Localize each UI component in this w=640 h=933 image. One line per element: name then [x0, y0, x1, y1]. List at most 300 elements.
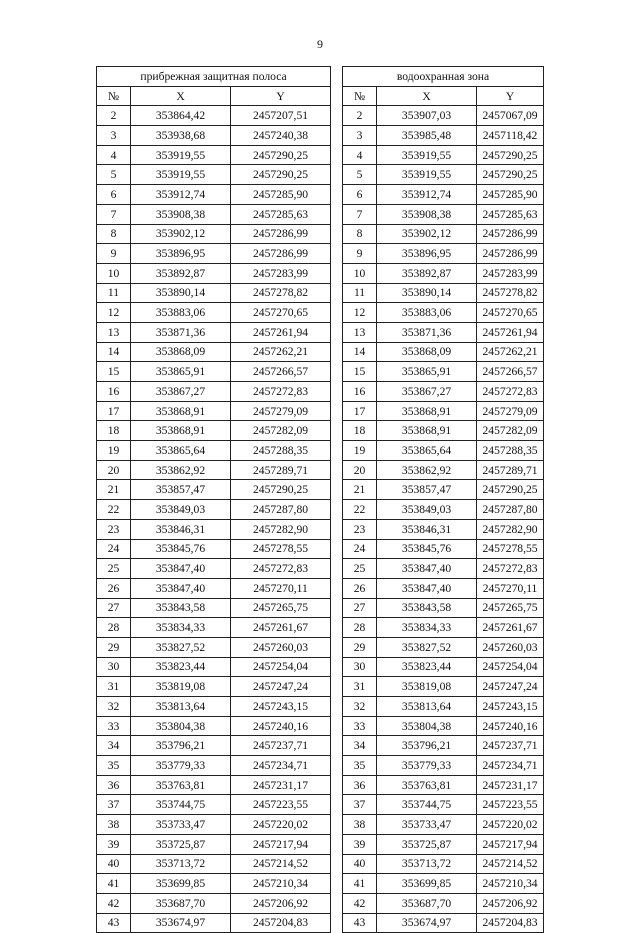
table-row	[97, 460, 544, 480]
right-cell-y: 2457265,75	[477, 598, 544, 618]
left-cell-number: 21	[97, 480, 131, 500]
right-cell-x: 353985,48	[377, 126, 477, 146]
table-row	[97, 421, 544, 441]
right-cell-number: 3	[343, 126, 377, 146]
right-cell-y: 2457289,71	[477, 460, 544, 480]
right-cell-number: 32	[343, 697, 377, 717]
right-cell-y: 2457234,71	[477, 756, 544, 776]
left-cell-number: 9	[97, 244, 131, 264]
right-cell-x: 353868,91	[377, 421, 477, 441]
left-cell-x: 353804,38	[131, 716, 231, 736]
left-cell-y: 2457286,99	[231, 224, 331, 244]
left-cell-number: 3	[97, 126, 131, 146]
group-title-row	[97, 67, 544, 87]
right-cell-number: 16	[343, 382, 377, 402]
column-gap	[331, 145, 343, 165]
right-cell-y: 2457283,99	[477, 263, 544, 283]
left-cell-x: 353890,14	[131, 283, 231, 303]
left-cell-y: 2457285,90	[231, 185, 331, 205]
left-cell-y: 2457237,71	[231, 736, 331, 756]
left-cell-number: 37	[97, 795, 131, 815]
left-cell-number: 35	[97, 756, 131, 776]
column-gap	[331, 756, 343, 776]
left-cell-y: 2457282,90	[231, 519, 331, 539]
left-cell-x: 353846,31	[131, 519, 231, 539]
table-row	[97, 716, 544, 736]
left-cell-y: 2457270,65	[231, 303, 331, 323]
right-cell-y: 2457240,16	[477, 716, 544, 736]
table-row	[97, 204, 544, 224]
right-cell-x: 353834,33	[377, 618, 477, 638]
table-row	[97, 382, 544, 402]
table-row	[97, 283, 544, 303]
right-cell-y: 2457286,99	[477, 244, 544, 264]
right-cell-x: 353896,95	[377, 244, 477, 264]
right-cell-y: 2457266,57	[477, 362, 544, 382]
right-cell-y: 2457272,83	[477, 559, 544, 579]
table-row	[97, 106, 544, 126]
right-cell-number: 14	[343, 342, 377, 362]
column-gap	[331, 697, 343, 717]
right-cell-y: 2457223,55	[477, 795, 544, 815]
table-row	[97, 637, 544, 657]
left-cell-number: 38	[97, 815, 131, 835]
right-cell-x: 353892,87	[377, 263, 477, 283]
left-cell-y: 2457270,11	[231, 578, 331, 598]
left-cell-x: 353865,64	[131, 441, 231, 461]
left-cell-x: 353849,03	[131, 500, 231, 520]
left-cell-number: 33	[97, 716, 131, 736]
right-cell-x: 353813,64	[377, 697, 477, 717]
right-cell-number: 43	[343, 913, 377, 933]
left-cell-number: 25	[97, 559, 131, 579]
column-gap	[331, 657, 343, 677]
left-cell-y: 2457265,75	[231, 598, 331, 618]
right-cell-y: 2457231,17	[477, 775, 544, 795]
left-cell-x: 353779,33	[131, 756, 231, 776]
column-gap	[331, 854, 343, 874]
right-cell-number: 2	[343, 106, 377, 126]
left-cell-x: 353868,91	[131, 401, 231, 421]
left-cell-number: 18	[97, 421, 131, 441]
left-cell-y: 2457247,24	[231, 677, 331, 697]
column-gap	[331, 421, 343, 441]
left-cell-x: 353896,95	[131, 244, 231, 264]
right-cell-x: 353849,03	[377, 500, 477, 520]
right-cell-y: 2457287,80	[477, 500, 544, 520]
left-cell-x: 353919,55	[131, 145, 231, 165]
right-cell-y: 2457243,15	[477, 697, 544, 717]
right-cell-y: 2457237,71	[477, 736, 544, 756]
left-cell-number: 14	[97, 342, 131, 362]
left-cell-x: 353908,38	[131, 204, 231, 224]
right-cell-number: 38	[343, 815, 377, 835]
column-gap	[331, 893, 343, 913]
right-cell-y: 2457279,09	[477, 401, 544, 421]
right-cell-number: 36	[343, 775, 377, 795]
left-cell-x: 353796,21	[131, 736, 231, 756]
left-cell-number: 23	[97, 519, 131, 539]
left-group-title: прибрежная защитная полоса	[97, 67, 331, 87]
column-gap	[331, 185, 343, 205]
right-cell-number: 8	[343, 224, 377, 244]
right-cell-y: 2457206,92	[477, 893, 544, 913]
column-gap	[331, 401, 343, 421]
right-cell-number: 25	[343, 559, 377, 579]
table-row	[97, 854, 544, 874]
left-cell-y: 2457231,17	[231, 775, 331, 795]
coordinates-table-body	[97, 67, 544, 933]
right-cell-number: 39	[343, 834, 377, 854]
right-cell-x: 353843,58	[377, 598, 477, 618]
left-cell-number: 29	[97, 637, 131, 657]
right-cell-y: 2457290,25	[477, 165, 544, 185]
table-row	[97, 913, 544, 933]
right-cell-x: 353883,06	[377, 303, 477, 323]
left-cell-y: 2457278,82	[231, 283, 331, 303]
column-gap	[331, 598, 343, 618]
right-cell-x: 353865,64	[377, 441, 477, 461]
right-cell-number: 10	[343, 263, 377, 283]
right-cell-x: 353823,44	[377, 657, 477, 677]
right-cell-number: 24	[343, 539, 377, 559]
left-cell-x: 353868,91	[131, 421, 231, 441]
left-cell-x: 353883,06	[131, 303, 231, 323]
right-cell-number: 6	[343, 185, 377, 205]
table-row	[97, 362, 544, 382]
column-gap	[331, 362, 343, 382]
table-row	[97, 185, 544, 205]
left-header-number: №	[97, 86, 131, 106]
right-cell-y: 2457067,09	[477, 106, 544, 126]
table-row	[97, 834, 544, 854]
left-cell-y: 2457220,02	[231, 815, 331, 835]
left-cell-x: 353813,64	[131, 697, 231, 717]
coordinates-table	[96, 66, 544, 933]
right-cell-y: 2457288,35	[477, 441, 544, 461]
table-row	[97, 578, 544, 598]
left-header-x: X	[131, 86, 231, 106]
left-cell-x: 353912,74	[131, 185, 231, 205]
column-gap	[331, 244, 343, 264]
left-cell-y: 2457279,09	[231, 401, 331, 421]
left-cell-number: 42	[97, 893, 131, 913]
right-cell-x: 353845,76	[377, 539, 477, 559]
left-cell-y: 2457272,83	[231, 559, 331, 579]
right-cell-y: 2457261,94	[477, 322, 544, 342]
table-row	[97, 480, 544, 500]
left-cell-y: 2457217,94	[231, 834, 331, 854]
right-cell-number: 17	[343, 401, 377, 421]
column-gap	[331, 322, 343, 342]
right-cell-number: 4	[343, 145, 377, 165]
right-cell-y: 2457270,11	[477, 578, 544, 598]
table-row	[97, 736, 544, 756]
right-cell-x: 353779,33	[377, 756, 477, 776]
right-cell-number: 33	[343, 716, 377, 736]
right-cell-x: 353674,97	[377, 913, 477, 933]
table-row	[97, 224, 544, 244]
table-row	[97, 342, 544, 362]
right-cell-x: 353907,03	[377, 106, 477, 126]
left-cell-number: 28	[97, 618, 131, 638]
left-cell-number: 34	[97, 736, 131, 756]
table-row	[97, 893, 544, 913]
left-cell-number: 16	[97, 382, 131, 402]
column-gap	[331, 480, 343, 500]
left-cell-y: 2457262,21	[231, 342, 331, 362]
column-gap	[331, 204, 343, 224]
left-cell-y: 2457223,55	[231, 795, 331, 815]
column-header-row	[97, 86, 544, 106]
right-cell-number: 19	[343, 441, 377, 461]
left-cell-x: 353687,70	[131, 893, 231, 913]
right-cell-x: 353908,38	[377, 204, 477, 224]
right-header-number: №	[343, 86, 377, 106]
right-cell-number: 22	[343, 500, 377, 520]
left-cell-y: 2457278,55	[231, 539, 331, 559]
right-cell-number: 18	[343, 421, 377, 441]
left-cell-x: 353902,12	[131, 224, 231, 244]
table-row	[97, 441, 544, 461]
left-cell-x: 353847,40	[131, 559, 231, 579]
right-cell-number: 20	[343, 460, 377, 480]
column-gap	[331, 519, 343, 539]
column-gap	[331, 86, 343, 106]
table-row	[97, 401, 544, 421]
left-cell-y: 2457261,94	[231, 322, 331, 342]
right-cell-x: 353867,27	[377, 382, 477, 402]
right-cell-number: 23	[343, 519, 377, 539]
left-cell-x: 353868,09	[131, 342, 231, 362]
left-cell-x: 353857,47	[131, 480, 231, 500]
column-gap	[331, 637, 343, 657]
right-cell-y: 2457214,52	[477, 854, 544, 874]
left-cell-x: 353867,27	[131, 382, 231, 402]
right-cell-x: 353819,08	[377, 677, 477, 697]
left-cell-x: 353862,92	[131, 460, 231, 480]
left-cell-number: 41	[97, 874, 131, 894]
right-cell-y: 2457270,65	[477, 303, 544, 323]
table-row	[97, 775, 544, 795]
right-cell-y: 2457254,04	[477, 657, 544, 677]
table-row	[97, 559, 544, 579]
right-cell-number: 42	[343, 893, 377, 913]
left-cell-number: 30	[97, 657, 131, 677]
left-cell-number: 32	[97, 697, 131, 717]
right-cell-x: 353871,36	[377, 322, 477, 342]
right-cell-y: 2457290,25	[477, 480, 544, 500]
left-cell-y: 2457207,51	[231, 106, 331, 126]
right-cell-y: 2457204,83	[477, 913, 544, 933]
left-cell-y: 2457286,99	[231, 244, 331, 264]
left-cell-number: 39	[97, 834, 131, 854]
right-cell-number: 41	[343, 874, 377, 894]
right-cell-number: 12	[343, 303, 377, 323]
right-cell-number: 34	[343, 736, 377, 756]
left-cell-x: 353763,81	[131, 775, 231, 795]
table-row	[97, 126, 544, 146]
right-cell-x: 353847,40	[377, 578, 477, 598]
table-row	[97, 795, 544, 815]
right-cell-y: 2457247,24	[477, 677, 544, 697]
column-gap	[331, 834, 343, 854]
left-cell-x: 353699,85	[131, 874, 231, 894]
left-cell-y: 2457240,38	[231, 126, 331, 146]
left-cell-y: 2457289,71	[231, 460, 331, 480]
right-cell-x: 353912,74	[377, 185, 477, 205]
left-cell-number: 20	[97, 460, 131, 480]
right-cell-y: 2457261,67	[477, 618, 544, 638]
right-cell-x: 353804,38	[377, 716, 477, 736]
column-gap	[331, 559, 343, 579]
right-cell-y: 2457278,82	[477, 283, 544, 303]
left-cell-y: 2457204,83	[231, 913, 331, 933]
left-cell-y: 2457206,92	[231, 893, 331, 913]
left-header-y: Y	[231, 86, 331, 106]
right-cell-number: 28	[343, 618, 377, 638]
column-gap	[331, 126, 343, 146]
right-cell-x: 353919,55	[377, 165, 477, 185]
table-row	[97, 500, 544, 520]
table-row	[97, 677, 544, 697]
right-cell-number: 21	[343, 480, 377, 500]
left-cell-x: 353725,87	[131, 834, 231, 854]
left-cell-x: 353892,87	[131, 263, 231, 283]
right-cell-y: 2457217,94	[477, 834, 544, 854]
left-cell-x: 353827,52	[131, 637, 231, 657]
right-cell-number: 26	[343, 578, 377, 598]
left-cell-number: 17	[97, 401, 131, 421]
right-header-y: Y	[477, 86, 544, 106]
left-cell-x: 353834,33	[131, 618, 231, 638]
page-number: 9	[317, 37, 323, 51]
right-cell-number: 29	[343, 637, 377, 657]
right-cell-x: 353827,52	[377, 637, 477, 657]
table-row	[97, 756, 544, 776]
left-cell-x: 353845,76	[131, 539, 231, 559]
table-row	[97, 874, 544, 894]
column-gap	[331, 539, 343, 559]
right-cell-x: 353744,75	[377, 795, 477, 815]
right-cell-number: 27	[343, 598, 377, 618]
left-cell-y: 2457254,04	[231, 657, 331, 677]
table-row	[97, 244, 544, 264]
left-cell-x: 353674,97	[131, 913, 231, 933]
left-cell-number: 36	[97, 775, 131, 795]
left-cell-x: 353744,75	[131, 795, 231, 815]
left-cell-number: 12	[97, 303, 131, 323]
left-cell-x: 353938,68	[131, 126, 231, 146]
right-cell-x: 353733,47	[377, 815, 477, 835]
table-row	[97, 519, 544, 539]
table-row	[97, 657, 544, 677]
column-gap	[331, 263, 343, 283]
right-cell-x: 353902,12	[377, 224, 477, 244]
left-cell-number: 10	[97, 263, 131, 283]
right-cell-number: 15	[343, 362, 377, 382]
column-gap	[331, 67, 343, 87]
right-cell-y: 2457282,90	[477, 519, 544, 539]
left-cell-x: 353843,58	[131, 598, 231, 618]
left-cell-x: 353823,44	[131, 657, 231, 677]
right-cell-number: 30	[343, 657, 377, 677]
left-cell-number: 11	[97, 283, 131, 303]
right-cell-y: 2457290,25	[477, 145, 544, 165]
column-gap	[331, 578, 343, 598]
left-cell-x: 353713,72	[131, 854, 231, 874]
left-cell-number: 22	[97, 500, 131, 520]
left-cell-number: 7	[97, 204, 131, 224]
column-gap	[331, 382, 343, 402]
left-cell-y: 2457282,09	[231, 421, 331, 441]
right-cell-number: 31	[343, 677, 377, 697]
table-row	[97, 618, 544, 638]
table-row	[97, 697, 544, 717]
left-cell-x: 353819,08	[131, 677, 231, 697]
left-cell-y: 2457288,35	[231, 441, 331, 461]
left-cell-number: 19	[97, 441, 131, 461]
column-gap	[331, 618, 343, 638]
right-cell-x: 353857,47	[377, 480, 477, 500]
column-gap	[331, 441, 343, 461]
right-cell-x: 353796,21	[377, 736, 477, 756]
right-cell-number: 13	[343, 322, 377, 342]
right-cell-y: 2457278,55	[477, 539, 544, 559]
column-gap	[331, 303, 343, 323]
column-gap	[331, 342, 343, 362]
table-row	[97, 815, 544, 835]
column-gap	[331, 716, 343, 736]
right-cell-x: 353846,31	[377, 519, 477, 539]
column-gap	[331, 106, 343, 126]
table-row	[97, 539, 544, 559]
column-gap	[331, 224, 343, 244]
left-cell-y: 2457283,99	[231, 263, 331, 283]
left-cell-y: 2457261,67	[231, 618, 331, 638]
left-cell-number: 2	[97, 106, 131, 126]
right-cell-number: 5	[343, 165, 377, 185]
left-cell-y: 2457272,83	[231, 382, 331, 402]
right-cell-y: 2457282,09	[477, 421, 544, 441]
right-cell-number: 37	[343, 795, 377, 815]
left-cell-y: 2457290,25	[231, 480, 331, 500]
left-cell-number: 31	[97, 677, 131, 697]
table-row	[97, 145, 544, 165]
left-cell-number: 40	[97, 854, 131, 874]
left-cell-y: 2457214,52	[231, 854, 331, 874]
left-cell-number: 15	[97, 362, 131, 382]
left-cell-x: 353919,55	[131, 165, 231, 185]
table-row	[97, 598, 544, 618]
right-cell-number: 9	[343, 244, 377, 264]
left-cell-y: 2457243,15	[231, 697, 331, 717]
left-cell-y: 2457234,71	[231, 756, 331, 776]
column-gap	[331, 874, 343, 894]
right-cell-number: 11	[343, 283, 377, 303]
left-cell-x: 353865,91	[131, 362, 231, 382]
right-cell-y: 2457272,83	[477, 382, 544, 402]
right-cell-x: 353865,91	[377, 362, 477, 382]
column-gap	[331, 736, 343, 756]
right-cell-y: 2457220,02	[477, 815, 544, 835]
right-cell-number: 35	[343, 756, 377, 776]
left-cell-x: 353847,40	[131, 578, 231, 598]
right-cell-x: 353847,40	[377, 559, 477, 579]
left-cell-number: 6	[97, 185, 131, 205]
table-row	[97, 263, 544, 283]
column-gap	[331, 815, 343, 835]
